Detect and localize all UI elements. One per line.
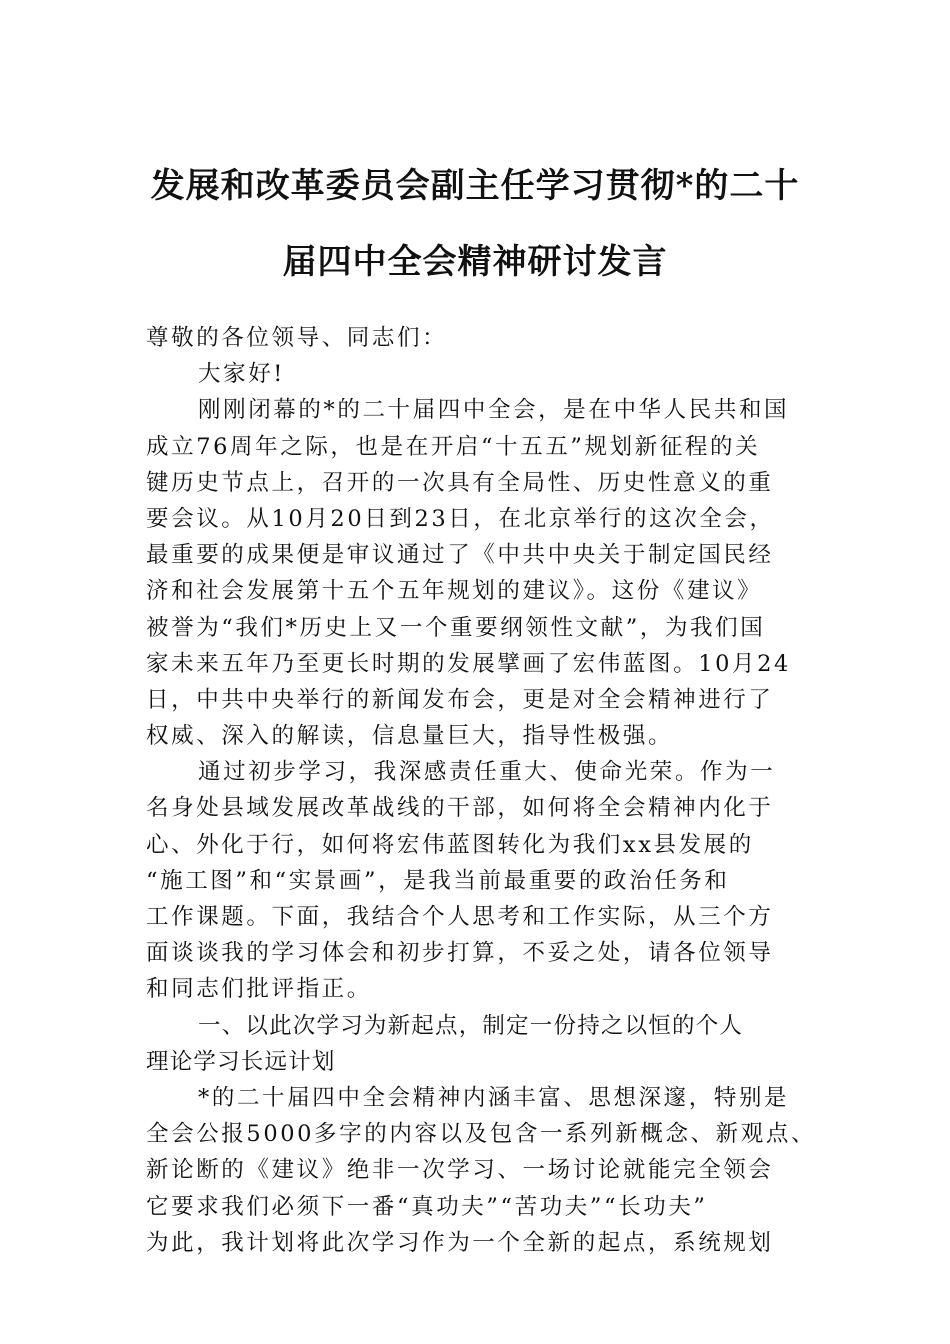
paragraph-1-line: 权威、深入的解读，信息量巨大，指导性极强。 bbox=[146, 723, 674, 750]
paragraph-1-line: 成立76周年之际，也是在开启“十五五”规划新征程的关 bbox=[146, 433, 761, 460]
paragraph-2-line: 心、外化于行，如何将宏伟蓝图转化为我们xx县发展的 bbox=[146, 831, 754, 858]
paragraph-1-line: 日，中共中央举行的新闻发布会，更是对全会精神进行了 bbox=[146, 686, 774, 713]
paragraph-2-line: 工作课题。下面，我结合个人思考和工作实际，从三个方 bbox=[146, 904, 774, 930]
paragraph-3-line: 新论断的《建议》绝非一次学习、一场讨论就能完全领会 bbox=[146, 1157, 774, 1184]
paragraph-2-line: 面谈谈我的学习体会和初步打算，不妥之处，请各位领导 bbox=[146, 940, 774, 967]
document-body bbox=[146, 320, 816, 1261]
paragraph-2-line: 和同志们批评指正。 bbox=[146, 976, 372, 1003]
paragraph-1-line: 被誉为“我们*历史上又一个重要纲领性文献”，为我们国 bbox=[146, 614, 766, 641]
salutation: 尊敬的各位领导、同志们： bbox=[146, 325, 448, 351]
paragraph-3-line: *的二十届四中全会精神内涵丰富、思想深邃，特别是 bbox=[198, 1084, 790, 1111]
paragraph-1-line: 最重要的成果便是审议通过了《中共中央关于制定国民经 bbox=[146, 542, 774, 569]
paragraph-2-line: 通过初步学习，我深感责任重大、使命光荣。作为一 bbox=[198, 759, 776, 786]
paragraph-1-line: 济和社会发展第十五个五年规划的建议》。这份《建议》 bbox=[146, 578, 763, 605]
document-title bbox=[130, 148, 820, 300]
title-line: 发展和改革委员会副主任学习贯彻*的二十 bbox=[150, 166, 800, 206]
paragraph-3-line: 它要求我们必须下一番“真功夫”“苦功夫”“长功夫” bbox=[146, 1193, 708, 1220]
paragraph-2-line: 名身处县域发展改革战线的干部，如何将全会精神内化于 bbox=[146, 795, 774, 822]
paragraph-1-line: 键历史节点上，召开的一次具有全局性、历史性意义的重 bbox=[146, 469, 774, 496]
paragraph-1-line: 刚刚闭幕的*的二十届四中全会，是在中华人民共和国 bbox=[198, 397, 790, 424]
paragraph-3-line: 为此，我计划将此次学习作为一个全新的起点，系统规划 bbox=[146, 1229, 774, 1256]
title-line: 届四中全会精神研讨发言 bbox=[282, 242, 668, 282]
section-heading-1: 理论学习长远计划 bbox=[146, 1048, 336, 1075]
paragraph-2-line: “施工图”和“实景画”，是我当前最重要的政治任务和 bbox=[146, 867, 730, 894]
paragraph-1-line: 家未来五年乃至更长时期的发展擘画了宏伟蓝图。10月24 bbox=[146, 650, 791, 677]
greeting: 大家好! bbox=[198, 361, 285, 388]
section-heading-1: 一、以此次学习为新起点，制定一份持之以恒的个人 bbox=[198, 1012, 744, 1039]
paragraph-3-line: 全会公报5000多字的内容以及包含一系列新概念、新观点、 bbox=[146, 1121, 817, 1148]
paragraph-1-line: 要会议。从10月20日到23日，在北京举行的这次全会， bbox=[146, 505, 775, 532]
